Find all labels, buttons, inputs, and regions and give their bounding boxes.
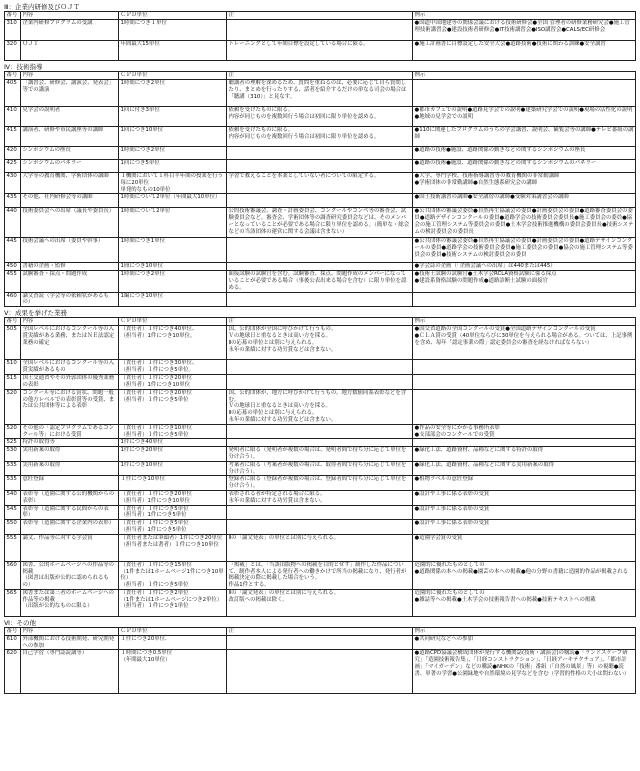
row-note [227, 424, 413, 439]
row-number: 455 [5, 271, 21, 292]
section-title: Ⅵ：その他 [4, 618, 36, 627]
table-row [5, 271, 636, 292]
row-content: その他の「認定プログラムであるコンクール等」における受賞 [21, 424, 119, 439]
row-example: 造園的に優れたものとしての ●道路関係の本への掲載●園芸の本への掲載●他の分野の書籍に造園的作品が掲載される [413, 561, 636, 589]
table-row [5, 476, 636, 491]
row-number: 505 [5, 326, 21, 360]
table-row [5, 173, 636, 194]
row-note: 「掲載」とは、「当該出版物への掲載を目的とせず」制作した作品について、制作者本人による発行者への働きかけで所当の掲載になり、発行者が掲載決定の際に掲載した場合をいう。 作品1件とする。 [227, 561, 413, 589]
row-note: 国、公的団体が全国に呼びかけて行うもの。 Ｖの地球日と重なるときは高い方を採る。 Ⅱの応募の単位とは別に与えられる。 永年の業績に対する功労賞などは含まない。 [227, 326, 413, 360]
row-note: トレーニングとして年間目標を設定している場合に限る。 [227, 41, 413, 61]
row-cpd-unit: 1時間につき2単位 [119, 271, 227, 292]
row-cpd-unit: １件につき10単位 [119, 476, 227, 491]
table-header-row [5, 318, 636, 326]
row-example [413, 439, 636, 447]
row-content: 表彰等（造園に関する企業内の表彰） [21, 520, 119, 535]
row-number: 415 [5, 127, 21, 147]
section-title: Ⅴ：成果を挙げた業務 [4, 309, 67, 318]
row-content: 論文査読（学会等の依頼状があるもの） [21, 292, 119, 307]
row-cpd-unit: （責任者）１件につき5単位 （担当者）1件につき5単位 [119, 505, 227, 520]
row-number: 535 [5, 461, 21, 476]
row-note: Ⅱの「論文発表」の単位とは別に与えられる。 [227, 534, 413, 561]
row-cpd-unit: 1時間につき１単位 [119, 20, 227, 41]
header-number: 番号 [5, 72, 21, 80]
row-example: ●公共団体の審議会委員●自然再生協議会の委員●計画委員会の委員●道路審査委員会の委員●道路デザインコンクールの委員●道路学会の技術委員会委員長●施工委員会の委員●協会の施工管理システム等委員会の委員●土木学会技術推進機構の委員会委員長●技術システムの検討委員会の委員長 [413, 208, 636, 238]
row-number: 320 [5, 41, 21, 61]
row-number: 510 [5, 360, 21, 375]
header-example: 例示 [413, 627, 636, 635]
header-note: 注 [227, 627, 413, 635]
header-cpd-unit: ＣＰＤ単位 [119, 72, 227, 80]
row-note [227, 147, 413, 160]
table-row [5, 20, 636, 41]
header-example: 例示 [413, 72, 636, 80]
header-note: 注 [227, 72, 413, 80]
header-content: 内容 [21, 12, 119, 20]
row-number: 430 [5, 173, 21, 194]
row-note: 国、公的団体が、地方に呼びかけて行うもの。地方数値同系表彰などを含む。 Ｖの地球日と重なるときは高い方を採る。 Ⅱの応募の単位とは別に与えられる。 永年の業績に対する功労賞などは含まない。 [227, 389, 413, 424]
row-note: 発明者に限る（発明者が複数の場合は、発明者間で持ち分に応じて単位を分け合う）。 [227, 447, 413, 462]
table-row [5, 424, 636, 439]
row-note [227, 650, 413, 694]
row-note: 登録者に限る（登録者が複数の場合は、登録者間で持ち分に応じて単位を分け合う）。 [227, 476, 413, 491]
row-cpd-unit: 1時間について2単位（年間最大10単位） [119, 194, 227, 208]
row-example [413, 389, 636, 424]
row-example: ●造園学会賞の受賞 [413, 534, 636, 561]
row-content: コンクール等における賞状、問題一般の他方レベルでの表彰賞等の受賞、または公共団体等による表彰 [21, 389, 119, 424]
row-example: ●作品の安全等にかかる事務所表彰 ●支部部会のコンクールでの受賞 [413, 424, 636, 439]
row-note [227, 360, 413, 375]
row-note: Ⅱの「論文発表」の単位とは別に与えられる。 改訂版への掲載は除く。 [227, 589, 413, 616]
table-row [5, 375, 636, 390]
row-cpd-unit: （責任者）１件につき20単位 （担当者）1件につき10単位 [119, 490, 227, 505]
row-cpd-unit: （責任者）１件につき5単位 （担当者）1件につき5単位 [119, 520, 227, 535]
row-content: 表彰等（造園に関する民間からの表彰） [21, 505, 119, 520]
table-row [5, 326, 636, 360]
row-cpd-unit: １件につき20単位． [119, 635, 227, 650]
header-example: 例示 [413, 318, 636, 326]
row-example: ●設計や工事に係る表彰の受賞 [413, 520, 636, 535]
table-row [5, 127, 636, 147]
table-row [5, 439, 636, 447]
row-content: 試験審査・採点・問題作成 [21, 271, 119, 292]
row-content: 「講習会、研修会、講演会、発表会」等での講演 [21, 80, 119, 107]
table-row [5, 263, 636, 271]
table-row [5, 194, 636, 208]
table-row [5, 561, 636, 589]
table-row [5, 238, 636, 263]
cpd-table [4, 71, 636, 307]
row-cpd-unit: （責任者）１件につき10単位 （担当者）１件につき5単位 [119, 424, 227, 439]
row-cpd-unit: （責任者）１件につき2単位 （1件または1ホームページにつき2単位） （担当者）１件につき1単位 [119, 589, 227, 616]
row-cpd-unit: 1時間につき2単位 [119, 147, 227, 160]
row-content: シンポジウムの座長 [21, 147, 119, 160]
row-number: 555 [5, 534, 21, 561]
row-number: 530 [5, 447, 21, 462]
row-cpd-unit: （責任者）１件につき15単位 （1件または1ホームページ1件につき10単位） （担当者）１件につき5単位 [119, 561, 227, 589]
table-row [5, 650, 636, 694]
row-example: ●緑化工法、道路資材、品種などに関する実用新案の取得 [413, 461, 636, 476]
cpd-table [4, 627, 636, 695]
row-note: 表彰される者が特定される場合に限る。 永年の業績に対する功労賞は含まない。 [227, 490, 413, 505]
section-title: Ⅲ：企業内研修及びＯＪＴ [4, 3, 80, 11]
row-number: 515 [5, 375, 21, 390]
row-note: 依頼を受けたものに限る。 内容が同じものを複数回行う場合は初回に限り単位を認める。 [227, 127, 413, 147]
row-cpd-unit: 1時間につき1単位 [119, 238, 227, 263]
header-cpd-unit: ＣＰＤ単位 [119, 12, 227, 20]
header-number: 番号 [5, 12, 21, 20]
row-cpd-unit: 1時間につき2単位 [119, 80, 227, 107]
row-content: 表彰等（造園に関する公的機関からの表彰） [21, 490, 119, 505]
table-row [5, 447, 636, 462]
row-example: ●道路の技術●施設、道路関係の動きなどの関するシンポジウムの座長 [413, 147, 636, 160]
row-example: ●技術士試験の試験官●土木学会RCLA資格試験に係る採点 ●建設系資格試験の問題作成●道路診断士試験の面接官 [413, 271, 636, 292]
row-cpd-unit: （責任者）１件につき40単位、 （担当者）1件につき10単位。 [119, 326, 227, 360]
row-example: ●共同研究などへの参加 [413, 635, 636, 650]
row-example [413, 360, 636, 375]
row-example: ●道路CPD協議会構成団体が発行する機関誌(技術・講演会)の購読●「ランドスケープ研究」「造園技術報告集」、「日経コンストラクション」、「日経アーキテクチュア」、「都市計画」「マイガーデン」などの購読●NHKの「技術」番組（「自然の風景」等）の視聴●読書、単著の学習●公園緑地や自然環境の見学などを含む（学習的性格の大小は問わない） [413, 650, 636, 694]
row-example: ●道路の技術●施設、道路関係の動きなどの関するシンポジウムのパネラー [413, 160, 636, 173]
row-content: 見学会の説明者 [21, 107, 119, 127]
header-content: 内容 [21, 72, 119, 80]
row-note [227, 263, 413, 271]
row-number: 310 [5, 20, 21, 41]
table-row [5, 461, 636, 476]
row-cpd-unit: 1冊につき10単位 [119, 263, 227, 271]
row-number: 445 [5, 238, 21, 263]
table-row [5, 160, 636, 173]
row-number: 525 [5, 439, 21, 447]
row-content: 講演者、研修や市民講座等の講師 [21, 127, 119, 147]
cpd-table [4, 11, 636, 61]
row-example [413, 80, 636, 107]
row-content: 技術会議への出席（委員や幹事） [21, 238, 119, 263]
section-title: Ⅳ：技術指導 [4, 63, 43, 71]
row-number: 425 [5, 160, 21, 173]
row-example: ●緑化工法、道路資材、品種などに関する特許の取得 [413, 447, 636, 462]
row-content: シンポジウムのパネラー [21, 160, 119, 173]
row-example: 造園的に優れたものとしての ●雑誌等への掲載●土木学会の技術報告書への掲載●技術テキストへの掲載 [413, 589, 636, 616]
document-page [4, 2, 636, 696]
row-cpd-unit: （責任者または筆頭者）1件につき20単位 （担当者または著者）１件につき10単位 [119, 534, 227, 561]
row-note: 学習で教えることを本業としていない者についての限定する。 [227, 173, 413, 194]
row-content: 図書または第三者のホームページへの作品等の掲載 （出版が公的なものに限る） [21, 589, 119, 616]
row-cpd-unit: 1回に付き3単位 [119, 107, 227, 127]
row-content: 実用新案の取得 [21, 447, 119, 462]
row-number: 410 [5, 107, 21, 127]
row-example: ●110に関連したプログラムのうちの学会講習、説明会、観覧会等の講師●テレビ番組の講師 [413, 127, 636, 147]
row-example: ●植物ラベルの意匠登録 [413, 476, 636, 491]
row-cpd-unit: 1回につき10単位 [119, 127, 227, 147]
table-header-row [5, 12, 636, 20]
row-content: 技術委員会への出席（議長や委員長） [21, 208, 119, 238]
row-example [413, 375, 636, 390]
row-cpd-unit: 1回につき5単位 [119, 160, 227, 173]
row-example: ●都市カフェでの説明●道路見学会での説明●建築研究学会での説明●現場の活性化の説明●地域の見学会での説明 [413, 107, 636, 127]
row-note: 考案者に限る（考案者が複数の場合は、取得者間で持ち分に応じて単位を分け合う）。 [227, 461, 413, 476]
table-row [5, 490, 636, 505]
table-header-row [5, 627, 636, 635]
row-example: ●大学、専門学校、技術指導講習等の教育機関の非常勤講師 ●学術団体の非常勤講師●自然生態系研究会の講師 [413, 173, 636, 194]
row-content: 実用新案の取得 [21, 461, 119, 476]
cpd-table [4, 317, 636, 617]
row-content: 自己学習（専門誌読講等） [21, 650, 119, 694]
row-note: 依頼を受けたものに限る。 内容が同じものを複数回行う場合は初回に限り単位を認める。 [227, 107, 413, 127]
row-number: 545 [5, 505, 21, 520]
row-cpd-unit: （責任者）１件につき20単位 （担当者）1件につき10単位 [119, 375, 227, 390]
table-row [5, 505, 636, 520]
row-content: 全国レベルにおけるコンクール等の入賞実績があるもの [21, 360, 119, 375]
table-row [5, 589, 636, 616]
row-number: 610 [5, 635, 21, 650]
row-number: 560 [5, 561, 21, 589]
row-note [227, 635, 413, 650]
row-note [227, 375, 413, 390]
row-cpd-unit: １機関において１科目半年間の授業を行う毎に20単位 単発的なもの10単位 [119, 173, 227, 194]
row-content: 外部機関における技術開発、研究開発への参加 [21, 635, 119, 650]
row-note [227, 238, 413, 263]
row-note [227, 505, 413, 520]
header-number: 番号 [5, 627, 21, 635]
row-number: 420 [5, 147, 21, 160]
row-content: 書籍の企画・監修 [21, 263, 119, 271]
table-row [5, 360, 636, 375]
header-note: 注 [227, 12, 413, 20]
header-cpd-unit: ＣＰＤ単位 [119, 318, 227, 326]
table-row [5, 389, 636, 424]
row-cpd-unit: 1編につき10単位 [119, 292, 227, 307]
row-content: 意匠登録 [21, 476, 119, 491]
row-number: 405 [5, 80, 21, 107]
table-row [5, 292, 636, 307]
header-cpd-unit: ＣＰＤ単位 [119, 627, 227, 635]
row-cpd-unit: （責任者）１件につき20単位 （担当者）１件につき5単位 [119, 389, 227, 424]
table-row [5, 208, 636, 238]
row-note [227, 439, 413, 447]
table-row [5, 534, 636, 561]
table-row [5, 107, 636, 127]
row-content: 大学等の教育機関、学術団体の講師 [21, 173, 119, 194]
row-note: 聴講者の理解を深めるため、質問を重ねるのは、必要に応じて自ら質問したり、まとめを行ったりする、話者を紹介するだけの単なる司会の場合は「聴講（310）」と見なす。 [227, 80, 413, 107]
row-content: その他、社内研修会等の講師 [21, 194, 119, 208]
row-cpd-unit: １時間につき0.5単位 （年間最大10単位） [119, 650, 227, 694]
row-note [227, 160, 413, 173]
row-number: 620 [5, 650, 21, 694]
row-example: ●学会誌の企画（「企画会議への出席」は440または445） [413, 263, 636, 271]
row-note [227, 20, 413, 41]
row-example: ●国土技術講習の講師●安全講習の講師●受験対策講習会の講師 [413, 194, 636, 208]
row-number: 440 [5, 208, 21, 238]
header-example: 例示 [413, 12, 636, 20]
row-cpd-unit: 1件につき10単位 [119, 461, 227, 476]
row-number: 520 [5, 389, 21, 424]
row-number: 460 [5, 292, 21, 307]
row-cpd-unit: 年間最大15単位 [119, 41, 227, 61]
table-row [5, 80, 636, 107]
row-note [227, 292, 413, 307]
row-number: 565 [5, 589, 21, 616]
header-note: 注 [227, 318, 413, 326]
row-note [227, 194, 413, 208]
row-example: ●施工計画書に目標設定した安全大会●道路技術●技術に関わる訓練●安全講習 [413, 41, 636, 61]
row-content: 全国レベルにおけるコンクール等の入賞実績がある業務、またはＮＥ法認定業務の確定 [21, 326, 119, 360]
row-number: 550 [5, 520, 21, 535]
row-content: 図書、公的ホームページへの作品等の掲載 （図書は出版が公的に認められるもの） [21, 561, 119, 589]
row-example: ●設計や工事に係る表彰の受賞 [413, 505, 636, 520]
row-example: ●国道中国地建等の関係会議における技術研修会●全国 管理者の研修業務研究会●施工管理技術講習会●建設技術者研修会●IT技術講習会●ISO講習会●CALS/EC研修会 [413, 20, 636, 41]
header-content: 内容 [21, 318, 119, 326]
row-number: 520 [5, 424, 21, 439]
row-example: ●国交省道路の全国コンクールの受賞●全国道路デザインコンクールの受賞 ●ＣＬＡ賞の受賞（40単位ならびに30単位を与えられる場合がある。ついては、上記事例を含め、毎年「認定事業の際」認定委員会の審査を経なければならない） [413, 326, 636, 360]
row-example: ●公共団体の審議会委員●自然再生協議会の委員●計画委員会の委員●道路デザインコンクールの委員●道路学会の技術委員会委員●施工委員会の委員●協会の施工管理システム等委員会の委員●技術システムの検討委員会の委員 [413, 238, 636, 263]
table-row [5, 147, 636, 160]
row-number: 435 [5, 194, 21, 208]
row-number: 540 [5, 490, 21, 505]
row-example: ●設計や工事に係る表彰の受賞 [413, 490, 636, 505]
row-note: 面接試験の試験官を含む。試験審査、採点、問題作成のメンバーになっていることが必要である場合（事後公表出来る場合を含む）に限り単位を認める。 [227, 271, 413, 292]
row-example [413, 292, 636, 307]
row-number: 450 [5, 263, 21, 271]
row-content: 国土交通省やその外郭団体の優秀業務の表彰 [21, 375, 119, 390]
row-cpd-unit: 1件につき20単位 [119, 447, 227, 462]
row-cpd-unit: 1時間について2単位 [119, 208, 227, 238]
table-row [5, 41, 636, 61]
row-number: 535 [5, 476, 21, 491]
row-note [227, 520, 413, 535]
row-cpd-unit: （責任者）１件につき30単位、 （担当者）１件につき5単位。 [119, 360, 227, 375]
row-content: 論文、作品等に対する学会賞 [21, 534, 119, 561]
row-content: ＯＪＴ [21, 41, 119, 61]
header-content: 内容 [21, 627, 119, 635]
row-content: 企業内研修プログラムの受講 [21, 20, 119, 41]
header-number: 番号 [5, 318, 21, 326]
row-cpd-unit: 1件につき40単位 [119, 439, 227, 447]
row-note: 公的技術審議会、調査・計画委員会、コンクールやコンペ等の審査会、試験委員会など。審査会、学術団体等の調査研究委員会などは、そのメンバーとなっていることが必要である場合に限り単位を認める。（簡単な・総会などの当該団体の運営に関する会議は含まない） [227, 208, 413, 238]
table-row [5, 520, 636, 535]
table-header-row [5, 72, 636, 80]
table-row [5, 635, 636, 650]
row-content: 特許の取得等 [21, 439, 119, 447]
